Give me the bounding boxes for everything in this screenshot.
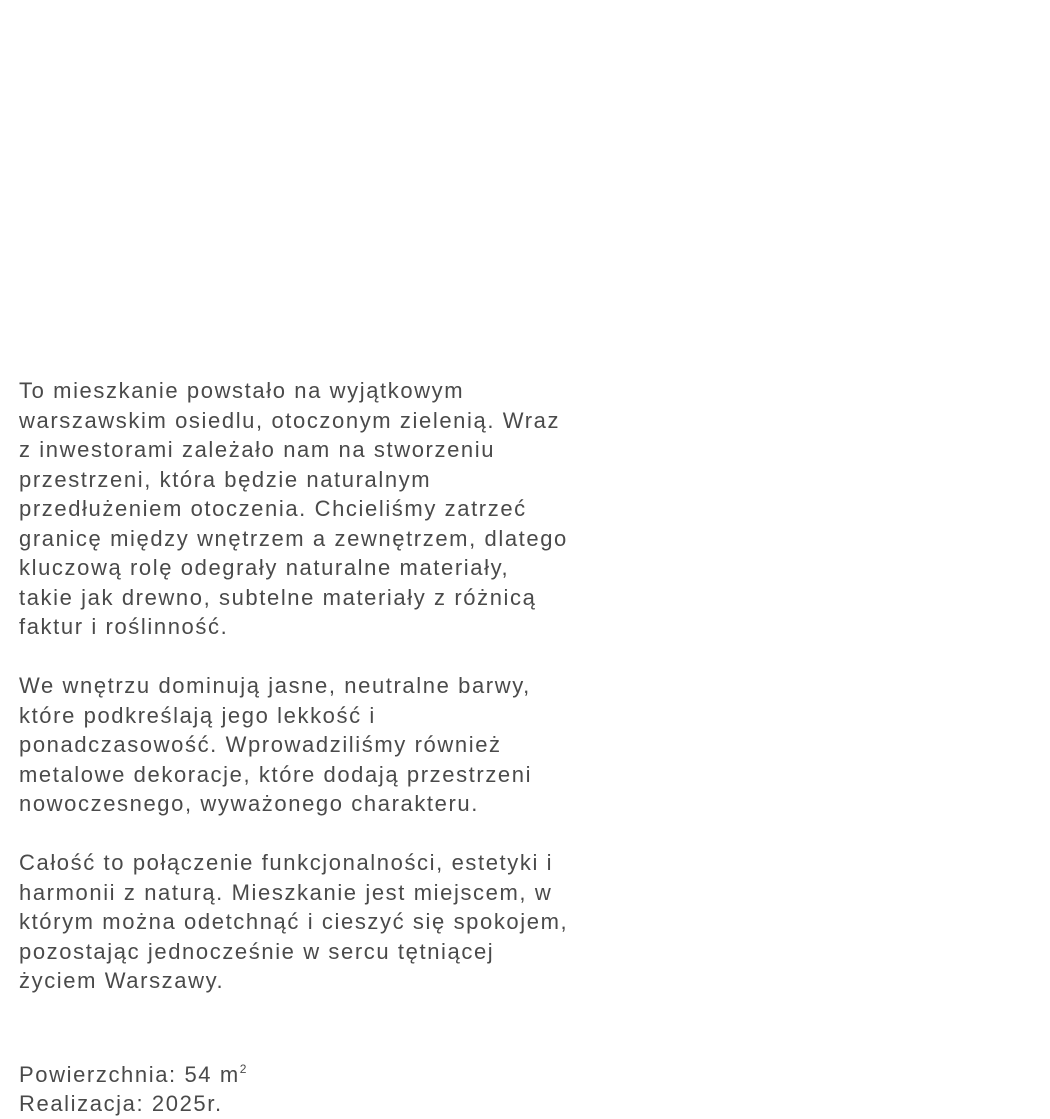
area-unit-superscript: 2: [239, 1061, 247, 1076]
text-line: przedłużeniem otoczenia. Chcieliśmy zatrzeć: [19, 496, 527, 521]
text-line: metalowe dekoracje, które dodają przestrzeni: [19, 761, 533, 787]
text-line: którym można odetchnąć i cieszyć się spokojem,: [19, 909, 569, 934]
text-line: faktur i roślinność.: [19, 614, 229, 639]
project-details: [19, 1055, 679, 1119]
area-detail: [19, 1055, 679, 1090]
text-line: nowoczesnego, wyważonego charakteru.: [19, 791, 479, 816]
text-line: pozostając jednocześnie w sercu tętniącej: [19, 938, 495, 964]
text-line: harmonii z naturą. Mieszkanie jest miejscem, w: [19, 879, 553, 905]
text-line: granicę między wnętrzem a zewnętrzem, dlatego: [19, 525, 568, 551]
text-line: z inwestorami zależało nam na stworzeniu: [19, 437, 496, 462]
text-line: życiem Warszawy.: [19, 968, 225, 993]
area-label: Powierzchnia: 54 m: [19, 1061, 240, 1087]
text-line: Całość to połączenie funkcjonalności, estetyki i: [19, 850, 554, 875]
text-line: ponadczasowość. Wprowadziliśmy również: [19, 732, 502, 757]
description-paragraph-1: [19, 376, 679, 642]
text-line: To mieszkanie powstało na wyjątkowym: [19, 378, 465, 403]
text-line: przestrzeni, która będzie naturalnym: [19, 466, 432, 492]
text-line: kluczową rolę odegrały naturalne materiały,: [19, 555, 510, 580]
description-paragraph-2: [19, 671, 679, 819]
realization-detail: Realizacja: 2025r.: [19, 1091, 223, 1116]
text-line: warszawskim osiedlu, otoczonym zielenią. Wraz: [19, 407, 561, 433]
description-paragraph-3: [19, 848, 679, 996]
text-line: które podkreślają jego lekkość i: [19, 702, 376, 728]
project-description: [19, 376, 679, 1119]
text-line: takie jak drewno, subtelne materiały z różnicą: [19, 584, 537, 610]
text-line: We wnętrzu dominują jasne, neutralne barwy,: [19, 673, 531, 698]
